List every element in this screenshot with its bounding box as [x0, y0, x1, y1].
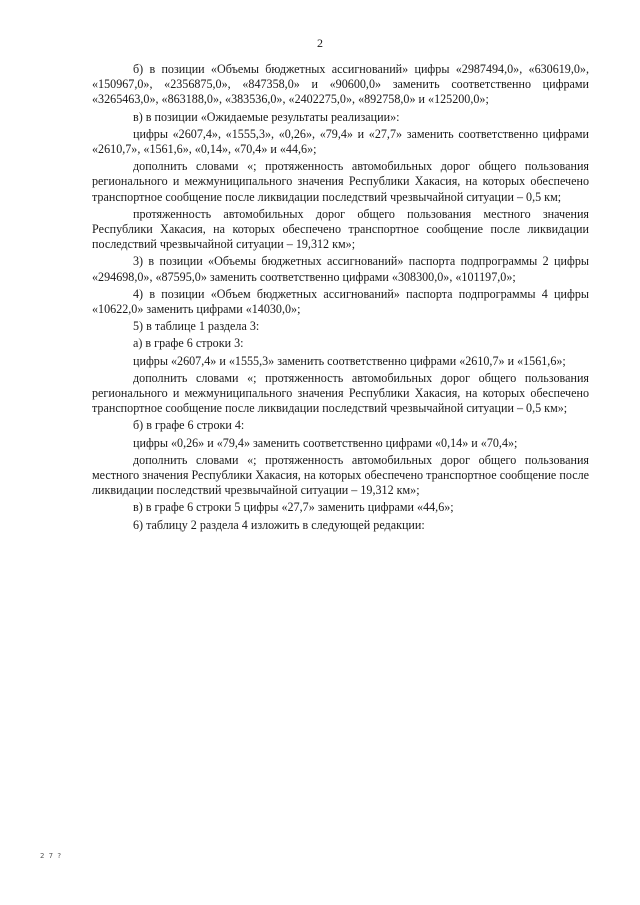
paragraph: протяженность автомобильных дорог общего пользования местного значения Республики Хакасия, на которых обеспечено транспортное сообщение после ликвидации последствий чрезвычайной ситуации – 19,312 км»;: [92, 206, 589, 252]
paragraph: 3) в позиции «Объемы бюджетных ассигнований» паспорта подпрограммы 2 цифры «294698,0», «87595,0» заменить соответственно цифрами «308300,0», «101197,0»;: [92, 254, 589, 284]
paragraph: б) в позиции «Объемы бюджетных ассигнований» цифры «2987494,0», «630619,0», «150967,0», «2356875,0», «847358,0» и «90600,0» заменить соответственно цифрами «3265463,0», «863188,0», «383536,0», «2402275,0», «892758,0» и «125200,0»;: [92, 62, 589, 107]
paragraph: 5) в таблице 1 раздела 3:: [133, 319, 260, 334]
paragraph: дополнить словами «; протяженность автомобильных дорог общего пользования регионального и межмуниципального значения Республики Хакасия, на которых обеспечено транспортное сообщение после ликвидации последствий чрезвычайной ситуации – 0,5 км;: [92, 159, 589, 204]
footer-mark: 2 7 ?: [40, 852, 63, 860]
paragraph: в) в позиции «Ожидаемые результаты реализации»:: [133, 109, 400, 124]
paragraph: цифры «2607,4» и «1555,3» заменить соответственно цифрами «2610,7» и «1561,6»;: [133, 353, 566, 368]
paragraph: а) в графе 6 строки 3:: [133, 336, 244, 351]
paragraph: дополнить словами «; протяженность автомобильных дорог общего пользования регионального и межмуниципального значения Республики Хакасия, на которых обеспечено транспортное сообщение после ликвидации последствий чрезвычайной ситуации – 0,5 км»;: [92, 370, 589, 416]
paragraph: цифры «2607,4», «1555,3», «0,26», «79,4» и «27,7» заменить соответственно цифрами «2610,7», «1561,6», «0,14», «70,4» и «44,6»;: [92, 126, 589, 157]
paragraph: б) в графе 6 строки 4:: [133, 418, 245, 433]
paragraph: цифры «0,26» и «79,4» заменить соответственно цифрами «0,14» и «70,4»;: [133, 435, 518, 450]
document-body: [92, 62, 589, 535]
page-number: 2: [317, 36, 323, 50]
paragraph: 6) таблицу 2 раздела 4 изложить в следующей редакции:: [133, 517, 425, 532]
paragraph: в) в графе 6 строки 5 цифры «27,7» заменить цифрами «44,6»;: [133, 500, 454, 515]
paragraph: 4) в позиции «Объем бюджетных ассигнований» паспорта подпрограммы 4 цифры «10622,0» заменить цифрами «14030,0»;: [92, 286, 589, 317]
paragraph: дополнить словами «; протяженность автомобильных дорог общего пользования местного значения Республики Хакасия, на которых обеспечено транспортное сообщение после ликвидации последствий чрезвычайной ситуации – 19,312 км»;: [92, 452, 589, 498]
